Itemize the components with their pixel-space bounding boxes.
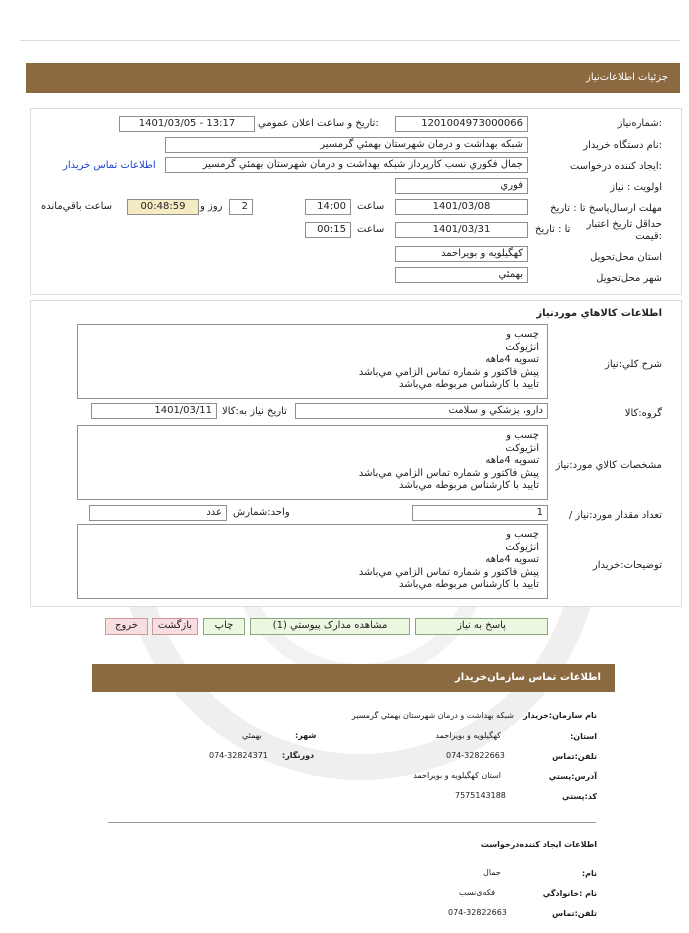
page-header <box>26 63 680 93</box>
description-line: انژيوکت <box>505 341 539 353</box>
group-label: گروه:کالا <box>624 408 662 419</box>
priority-field: فوري <box>395 178 528 194</box>
deadline-time-field: 14:00 <box>305 199 351 215</box>
notes-line: چسب و <box>506 529 539 540</box>
specs-line: تسويه 4ماهه <box>485 455 539 466</box>
deadline-label: مهلت ارسال‌پاسخ تا : تاريخ <box>550 203 662 214</box>
notes-line: پيش فاکتور و شماره تماس الزامي مي‌باشد <box>358 566 539 578</box>
deadline-date-field: 1401/03/08 <box>395 199 528 215</box>
specs-label: مشخصات کالاي مورد:نياز <box>555 460 662 471</box>
description-line: تاييد با کارشناس مربوطه مي‌باشد <box>398 379 539 390</box>
contact-phone-value: 074-32822663 <box>446 751 505 760</box>
creator-field: جمال فکوري نسب کارپرداز شبکه بهداشت و درمان شهرستان بهمئي گرمسير <box>165 157 528 173</box>
creator-name-value: جمال <box>483 868 501 877</box>
org-label: نام سازمان‌:خريدار <box>523 711 597 720</box>
top-divider <box>20 40 680 41</box>
creator-label: ايجاد کننده درخواست: <box>569 161 662 172</box>
need-number-label: شماره‌نياز: <box>617 118 662 129</box>
print-button[interactable]: چاپ <box>203 618 245 635</box>
creator-name-label: :نام <box>581 869 597 878</box>
days-label: روز و <box>200 201 223 212</box>
address-label: آدرس‌:پستي <box>548 772 597 781</box>
description-line: تسويه 4ماهه <box>485 354 539 365</box>
back-button[interactable]: بازگشت <box>152 618 198 635</box>
contact-city-value: بهمئي <box>242 731 262 740</box>
description-label: شرح کلي:نياز <box>605 359 662 370</box>
group-field: دارو، پزشکي و سلامت <box>295 403 548 419</box>
creator-info-title: اطلاعات ايجاد کننده‌درخواست <box>480 840 597 849</box>
buyer-notes-label: توضيحات:خريدار <box>592 560 662 571</box>
contact-phone-label: تلفن‌:تماس <box>552 752 597 761</box>
specs-box <box>77 425 548 500</box>
buyer-notes-box <box>77 524 548 599</box>
notes-line: تسويه 4ماهه <box>485 554 539 565</box>
validity-date-field: 1401/03/31 <box>395 222 528 238</box>
countdown-field: 00:48:59 <box>127 199 199 215</box>
reply-button[interactable]: پاسخ به نياز <box>415 618 548 635</box>
org-value: شبکه بهداشت و درمان شهرستان بهمئي گرمسير <box>351 711 514 720</box>
specs-line: انژيوکت <box>505 442 539 454</box>
creator-phone-label: تلفن‌:تماس <box>552 909 597 918</box>
validity-to-label: تا : تاريخ <box>535 224 571 235</box>
quantity-field: 1 <box>412 505 548 521</box>
page-title: جزئيات اطلاعات‌نياز <box>586 72 668 83</box>
city-label: شهر محل‌تحويل <box>596 273 662 284</box>
need-number-field: 1201004973000066 <box>395 116 528 132</box>
notes-line: تاييد با کارشناس مربوطه مي‌باشد <box>398 579 539 590</box>
validity-time-field: 00:15 <box>305 222 351 238</box>
description-box <box>77 324 548 399</box>
specs-line: چسب و <box>506 430 539 441</box>
description-line: چسب و <box>506 329 539 340</box>
priority-label: اولويت : نياز <box>610 182 662 193</box>
creator-family-label: نام :خانوادگي <box>542 889 597 898</box>
city-field: بهمئي <box>395 267 528 283</box>
remaining-label: ساعت باقي‌مانده <box>41 201 113 212</box>
contact-province-value: کهگيلويه و بويراحمد <box>435 731 501 740</box>
buyer-contact-link[interactable]: اطلاعات تماس خريدار <box>63 160 156 171</box>
need-date-field: 1401/03/11 <box>91 403 217 419</box>
description-line: پيش فاکتور و شماره تماس الزامي مي‌باشد <box>358 366 539 378</box>
creator-family-value: فکه‌ی‌نسب <box>459 888 496 897</box>
fax-label: :دورنگار <box>282 751 315 760</box>
postal-label: کد:پستي <box>562 792 597 801</box>
exit-button[interactable]: خروج <box>105 618 148 635</box>
specs-line: پيش فاکتور و شماره تماس الزامي مي‌باشد <box>358 467 539 479</box>
announce-label: تاريخ و ساعت اعلان عمومي: <box>258 118 379 129</box>
province-label: استان محل‌تحويل <box>590 252 662 263</box>
unit-field: عدد <box>89 505 227 521</box>
contact-divider <box>108 822 596 823</box>
buyer-field: شبکه بهداشت و درمان شهرستان بهمئي گرمسير <box>165 137 528 153</box>
attachments-button[interactable]: مشاهده مدارک پيوستي (1) <box>250 618 410 635</box>
validity-label: حداقل تاريخ اعتبار <box>586 219 662 230</box>
province-field: کهگيلويه و بويراحمد <box>395 246 528 262</box>
need-date-label: تاريخ نياز به:کالا <box>222 406 287 417</box>
address-value: استان کهگيلويه و بويراحمد <box>413 771 501 780</box>
notes-line: انژيوکت <box>505 541 539 553</box>
postal-value: 7575143188 <box>455 791 506 800</box>
validity-label-2: قيمت: <box>635 231 662 242</box>
contact-city-label: :شهر <box>295 731 317 740</box>
creator-phone-value: 074-32822663 <box>448 908 507 917</box>
days-field: 2 <box>229 199 253 215</box>
contact-title: اطلاعات تماس سازمان‌خريدار <box>454 672 601 683</box>
deadline-time-label: ساعت <box>357 201 385 212</box>
goods-section-title: اطلاعات کالاهاي موردنياز <box>536 308 662 319</box>
contact-province-label: :استان <box>570 732 597 741</box>
quantity-label: / تعداد مقدار مورد:نياز <box>568 510 662 521</box>
buyer-label: نام دستگاه‌ خريدار: <box>583 140 662 151</box>
unit-label: واحد:شمارش <box>233 507 290 518</box>
specs-line: تاييد با کارشناس مربوطه مي‌باشد <box>398 480 539 491</box>
validity-time-label: ساعت <box>357 224 385 235</box>
announce-field: 1401/03/05 - 13:17 <box>119 116 255 132</box>
fax-value: 074-32824371 <box>209 751 268 760</box>
contact-header <box>92 664 615 692</box>
